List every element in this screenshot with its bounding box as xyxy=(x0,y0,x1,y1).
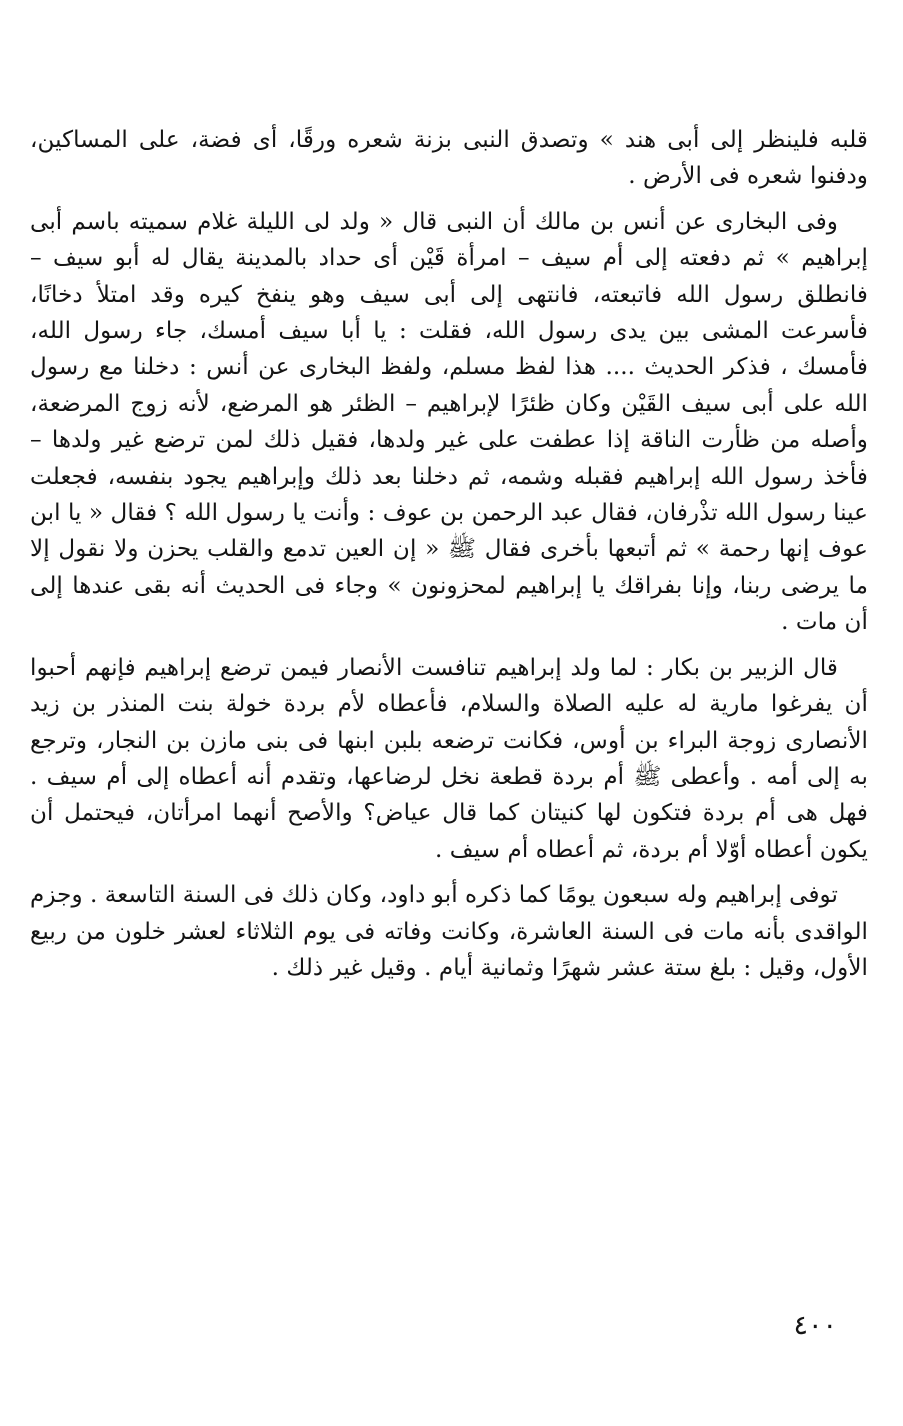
page-number: ٤٠٠ xyxy=(793,1310,837,1341)
paragraph-4: توفى إبراهيم وله سبعون يومًا كما ذكره أبو داود، وكان ذلك فى السنة التاسعة . وجزم الواقدى بأنه مات فى السنة العاشرة، وكانت وفاته فى يوم الثلاثاء لعشر خلون من ربيع الأول، وقيل : بلغ ستة عشر شهرًا وثمانية أيام . وقيل غير ذلك . xyxy=(30,881,868,981)
body-text xyxy=(30,122,868,986)
paragraph-2: وفى البخارى عن أنس بن مالك أن النبى قال « ولد لى الليلة غلام سميته باسم أبى إبراهيم » ثم دفعته إلى أم سيف – امرأة قَيْن أى حداد بالمدينة يقال له أبو سيف – فانطلق رسول الله فاتبعته، فانتهى إلى أبى سيف وهو ينفخ كيره وقد امتلأ دخانًا، فأسرعت المشى بين يدى رسول الله، فقلت : يا أبا سيف أمسك، جاء رسول الله، فأمسك ، فذكر الحديث .... هذا لفظ مسلم، ولفظ البخارى عن أنس : دخلنا مع رسول الله على أبى سيف القَيْن وكان ظئرًا لإبراهيم – الظئر هو المرضع، لأنه زوج المرضعة، وأصله من ظأرت الناقة إذا عطفت على غير ولدها، فقيل ذلك لمن ترضع غير ولدها – فأخذ رسول الله إبراهيم فقبله وشمه، ثم دخلنا بعد ذلك وإبراهيم يجود بنفسه، فجعلت عينا رسول الله تذْرفان، فقال عبد الرحمن بن عوف : وأنت يا رسول الله ؟ فقال « يا ابن عوف إنها رحمة » ثم أتبعها بأخرى فقال ﷺ « إن العين تدمع والقلب يحزن ولا نقول إلا ما يرضى ربنا، وإنا بفراقك يا إبراهيم لمحزونون » وجاء فى الحديث أنه بقى عندها إلى أن مات . xyxy=(30,207,868,636)
paragraph-1: قلبه فلينظر إلى أبى هند » وتصدق النبى بزنة شعره ورقًا، أى فضة، على المساكين، ودفنوا شعره فى الأرض . xyxy=(30,126,868,190)
paragraph-3: قال الزبير بن بكار : لما ولد إبراهيم تنافست الأنصار فيمن ترضع إبراهيم فإنهم أحبوا أن يفرغوا مارية له عليه الصلاة والسلام، فأعطاه لأم بردة خولة بنت المنذر بن زيد الأنصارى زوجة البراء بن أوس، فكانت ترضعه بلبن ابنها فى بنى مازن بن النجار، وترجع به إلى أمه . وأعطى ﷺ أم بردة قطعة نخل لرضاعها، وتقدم أنه أعطاه إلى أم سيف . فهل هى أم بردة فتكون لها كنيتان كما قال عياض؟ والأصح أنهما امرأتان، فيحتمل أن يكون أعطاه أوّلا أم بردة، ثم أعطاه أم سيف . xyxy=(30,653,868,863)
